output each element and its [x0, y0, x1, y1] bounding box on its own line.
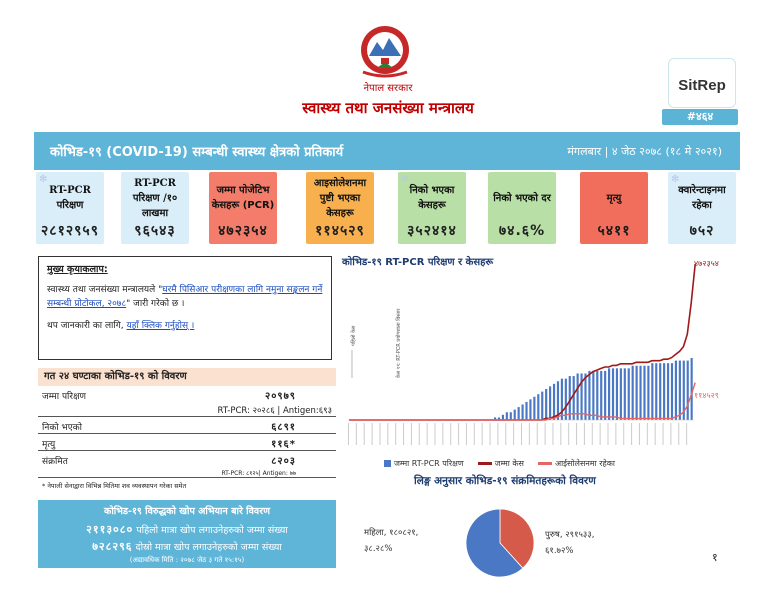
row-value: ६८९१ [271, 422, 296, 433]
test-breakdown: RT-PCR: २०२८६ | Antigen:६९३ [217, 406, 332, 416]
key-activities-heading: मुख्य कृयाकलाप: [47, 264, 108, 275]
x-tick [631, 423, 632, 445]
tests-bar [632, 366, 634, 420]
second-dose-line [38, 539, 336, 554]
x-tick [356, 423, 357, 445]
tests-bar [592, 371, 594, 420]
male-line2: ६१.७२% [545, 546, 574, 556]
card-label: RT-PCR परिक्षण [49, 185, 91, 211]
x-tick [639, 423, 640, 445]
legend-swatch [478, 462, 492, 465]
female-line1: महिला, १८०८२१, [364, 528, 419, 538]
tests-bar [643, 366, 645, 420]
card-value: ९६५४३ [134, 223, 176, 239]
tests-cases-chart [342, 258, 720, 476]
tests-bar [679, 361, 681, 420]
x-tick [560, 423, 561, 445]
tests-bar [518, 407, 520, 420]
x-tick [678, 423, 679, 445]
tests-bar [522, 405, 524, 421]
banner-title: कोभिड-१९ (COVID-19) सम्बन्धी स्वास्थ्य क्षेत्रको प्रतिकार्य [50, 145, 344, 160]
title-banner [34, 132, 740, 170]
card-label: निको भएका केसहरू [409, 185, 455, 211]
footnote: * नेपाली सेनाद्वारा विभिन्न मितिमा शव व्यवस्थापन गरेका समेत [42, 482, 187, 490]
card-label: RT-PCR परिक्षण /१० लाखमा [132, 177, 178, 219]
tests-bar [577, 374, 579, 421]
card-value: ११४५२९ [315, 223, 365, 239]
card-recovery-rate [488, 172, 556, 244]
legend-label: जम्मा केस [494, 459, 524, 468]
tests-bar [655, 363, 657, 420]
paragraph-text: स्वास्थ्य तथा जनसंख्या मन्त्रालयले " [47, 285, 163, 295]
x-tick [395, 423, 396, 445]
x-tick [497, 423, 498, 445]
card-quarantine [668, 172, 736, 244]
table-row [38, 434, 336, 451]
x-tick [655, 423, 656, 445]
tests-bar [584, 374, 586, 421]
female-line2: ३८.२८% [364, 544, 393, 554]
second-dose-label: दोस्रो मात्रा खोप लगाउनेहरुको जम्मा संख्या [135, 542, 282, 553]
row-label: मृत्यु [42, 440, 56, 450]
x-tick [442, 423, 443, 445]
x-tick [568, 423, 569, 445]
tests-bar [687, 361, 689, 420]
x-tick [387, 423, 388, 445]
vaccine-update-note: (अद्यावधिक मिति : २०७८ जेठ ३ गते १५:१५) [129, 556, 245, 564]
card-value: ७४.६% [498, 223, 546, 239]
card-label: मृत्यु [606, 192, 622, 204]
x-tick [403, 423, 404, 445]
tests-bar [545, 389, 547, 420]
x-tick [490, 423, 491, 445]
sitrep-logo: SitRep [668, 58, 736, 108]
x-tick [584, 423, 585, 445]
first-dose-label: पहिलो मात्रा खोप लगाउनेहरुको जम्मा संख्या [136, 525, 288, 536]
table-row [38, 417, 336, 434]
x-tick [348, 423, 349, 445]
x-tick [670, 423, 671, 445]
pie-title: लिङ्ग अनुसार कोभिड-१९ संक्रमितहरूको विवरण [414, 475, 596, 487]
total-end-label: ४७२३५४ [694, 259, 719, 268]
chart-legend [384, 458, 704, 469]
tests-bar [529, 399, 531, 420]
tests-bar [600, 371, 602, 420]
first-case-annotation: पहिलो केस [351, 325, 357, 346]
protocol-link[interactable]: घरमै पिसिआर परीक्षणका लागि नमुना सङ्कलन गर्ने सम्बन्धी प्रोटोकल, २०७८ [47, 285, 323, 309]
x-tick [419, 423, 420, 445]
legend-item-total [478, 458, 524, 469]
more-info-paragraph [47, 319, 323, 333]
card-value: ४७२३५४ [218, 223, 268, 239]
infected-breakdown: RT-PCR: ८१२५| Antigen: ७७ [221, 470, 296, 477]
legend-item-tests [384, 458, 464, 469]
card-total-positive [209, 172, 277, 244]
nepal-emblem-icon [355, 22, 415, 80]
x-tick [482, 423, 483, 445]
card-label: जम्मा पोजेटिभ केसहरू (PCR) [211, 185, 275, 211]
x-tick [505, 423, 506, 445]
vaccine-heading: कोभिड-१९ विरुद्धको खोप अभियान बारे विवरण [104, 506, 270, 517]
click-here-link[interactable]: यहाँ क्लिक गर्नुहोस् । [126, 321, 195, 331]
row-label: संक्रमित [42, 457, 68, 467]
lab-expansion-annotation: केस १९: RT-PCR प्रयोगशाला विस्तार [396, 308, 402, 378]
page-number: १ [712, 551, 718, 564]
row-label: निको भएको [42, 423, 82, 433]
male-line1: पुरुष, २९१५३३, [545, 530, 595, 540]
tests-bar [667, 363, 669, 420]
legend-label: आईसोलेसनमा रहेका [554, 459, 615, 468]
tests-bar [525, 402, 527, 420]
x-tick [686, 423, 687, 445]
x-tick [608, 423, 609, 445]
card-recovered [398, 172, 466, 244]
x-tick [427, 423, 428, 445]
x-tick [545, 423, 546, 445]
first-dose-value: २११३०८० [86, 523, 134, 536]
gender-pie-chart [462, 505, 538, 581]
sitrep-number: #४६४ [662, 109, 738, 125]
second-dose-value: ७२८२९६ [92, 540, 133, 553]
table-row [38, 451, 336, 468]
x-tick [623, 423, 624, 445]
tests-bar [616, 368, 618, 420]
tests-bar [675, 361, 677, 420]
row-label: जम्मा परिक्षण [42, 392, 87, 402]
infected-breakdown-row [38, 468, 336, 478]
tests-bar [659, 363, 661, 420]
tests-bar [506, 412, 508, 420]
snowflake-icon: ✻ [39, 174, 48, 185]
card-label: क्वारेन्टाइनमा रहेका [678, 185, 726, 211]
x-tick [615, 423, 616, 445]
x-tick [663, 423, 664, 445]
row-value: ११६* [271, 439, 296, 450]
tests-bar [624, 368, 626, 420]
tests-bar [561, 379, 563, 420]
tests-bar [541, 392, 543, 420]
x-tick [529, 423, 530, 445]
card-deaths [580, 172, 648, 244]
card-value: ७५२ [689, 223, 715, 239]
tests-bar [510, 412, 512, 420]
card-value: ५४११ [597, 223, 631, 239]
legend-label: जम्मा RT-PCR परिक्षण [394, 459, 464, 468]
tests-bar [620, 368, 622, 420]
tests-bar [565, 379, 567, 420]
tests-bar [514, 410, 516, 420]
tests-bar [553, 384, 555, 420]
banner-date: मंगलबार | ४ जेठ २०७८ (१८ मे २०२१) [567, 145, 722, 158]
chart-title: कोभिड-१९ RT-PCR परिक्षण र केसहरू [342, 257, 494, 268]
legend-swatch [384, 460, 391, 467]
row-value: ८२०३ [271, 456, 296, 467]
card-tests-per-million [121, 172, 189, 244]
key-activities-box [38, 256, 332, 360]
tests-bar [663, 363, 665, 420]
snowflake-icon: ✻ [401, 174, 410, 185]
tests-bar [612, 368, 614, 420]
pie-male-label [545, 527, 594, 559]
x-tick [513, 423, 514, 445]
x-tick [521, 423, 522, 445]
vaccine-box [38, 500, 336, 568]
x-tick [435, 423, 436, 445]
legend-item-isolation [538, 458, 615, 469]
x-tick [647, 423, 648, 445]
card-value: ३५२४१४ [407, 223, 457, 239]
ministry-title: स्वास्थ्य तथा जनसंख्या मन्त्रालय [302, 99, 474, 117]
card-label: आइसोलेशनमा पुष्टी भएका केसहरू [313, 177, 367, 219]
card-label: निको भएको दर [493, 192, 551, 204]
x-tick [552, 423, 553, 445]
x-tick [450, 423, 451, 445]
tests-bar [647, 366, 649, 420]
key-activities-paragraph [47, 283, 323, 311]
x-tick [458, 423, 459, 445]
first-dose-line [38, 522, 336, 537]
tests-bar [636, 366, 638, 420]
tests-bar [651, 363, 653, 420]
x-tick [576, 423, 577, 445]
paragraph-text: " जारी गरेको छ । [126, 299, 185, 309]
pie-female-label [364, 525, 418, 557]
snowflake-icon: ✻ [671, 174, 680, 185]
tests-bar [549, 386, 551, 420]
tests-bar [671, 363, 673, 420]
card-isolation [306, 172, 374, 244]
x-tick [372, 423, 373, 445]
isolation-end-label: ११४५२९ [694, 391, 719, 401]
card-rtpcr-tests [36, 172, 104, 244]
tests-bar [604, 371, 606, 420]
tests-bar [537, 394, 539, 420]
govt-label: नेपाल सरकार [363, 83, 413, 94]
row-value: २०९७९ [265, 391, 296, 402]
x-tick [537, 423, 538, 445]
tests-bar [533, 397, 535, 420]
x-tick [600, 423, 601, 445]
tests-bar [628, 368, 630, 420]
x-tick [364, 423, 365, 445]
x-tick [411, 423, 412, 445]
x-tick [592, 423, 593, 445]
paragraph-text: थप जानकारी का लागि, [47, 321, 127, 331]
last-24h-table [38, 368, 336, 490]
test-breakdown-row [38, 403, 336, 417]
tests-bar [608, 368, 610, 420]
tests-bar [639, 366, 641, 420]
tests-bar [588, 371, 590, 420]
x-tick [379, 423, 380, 445]
tests-bar [596, 371, 598, 420]
legend-swatch [538, 462, 552, 465]
last-24h-heading: गत २४ घण्टाका कोभिड-१९ को विवरण [38, 368, 336, 386]
card-value: २८१२९५९ [41, 223, 99, 239]
x-tick [474, 423, 475, 445]
x-tick [466, 423, 467, 445]
table-row [38, 386, 336, 403]
